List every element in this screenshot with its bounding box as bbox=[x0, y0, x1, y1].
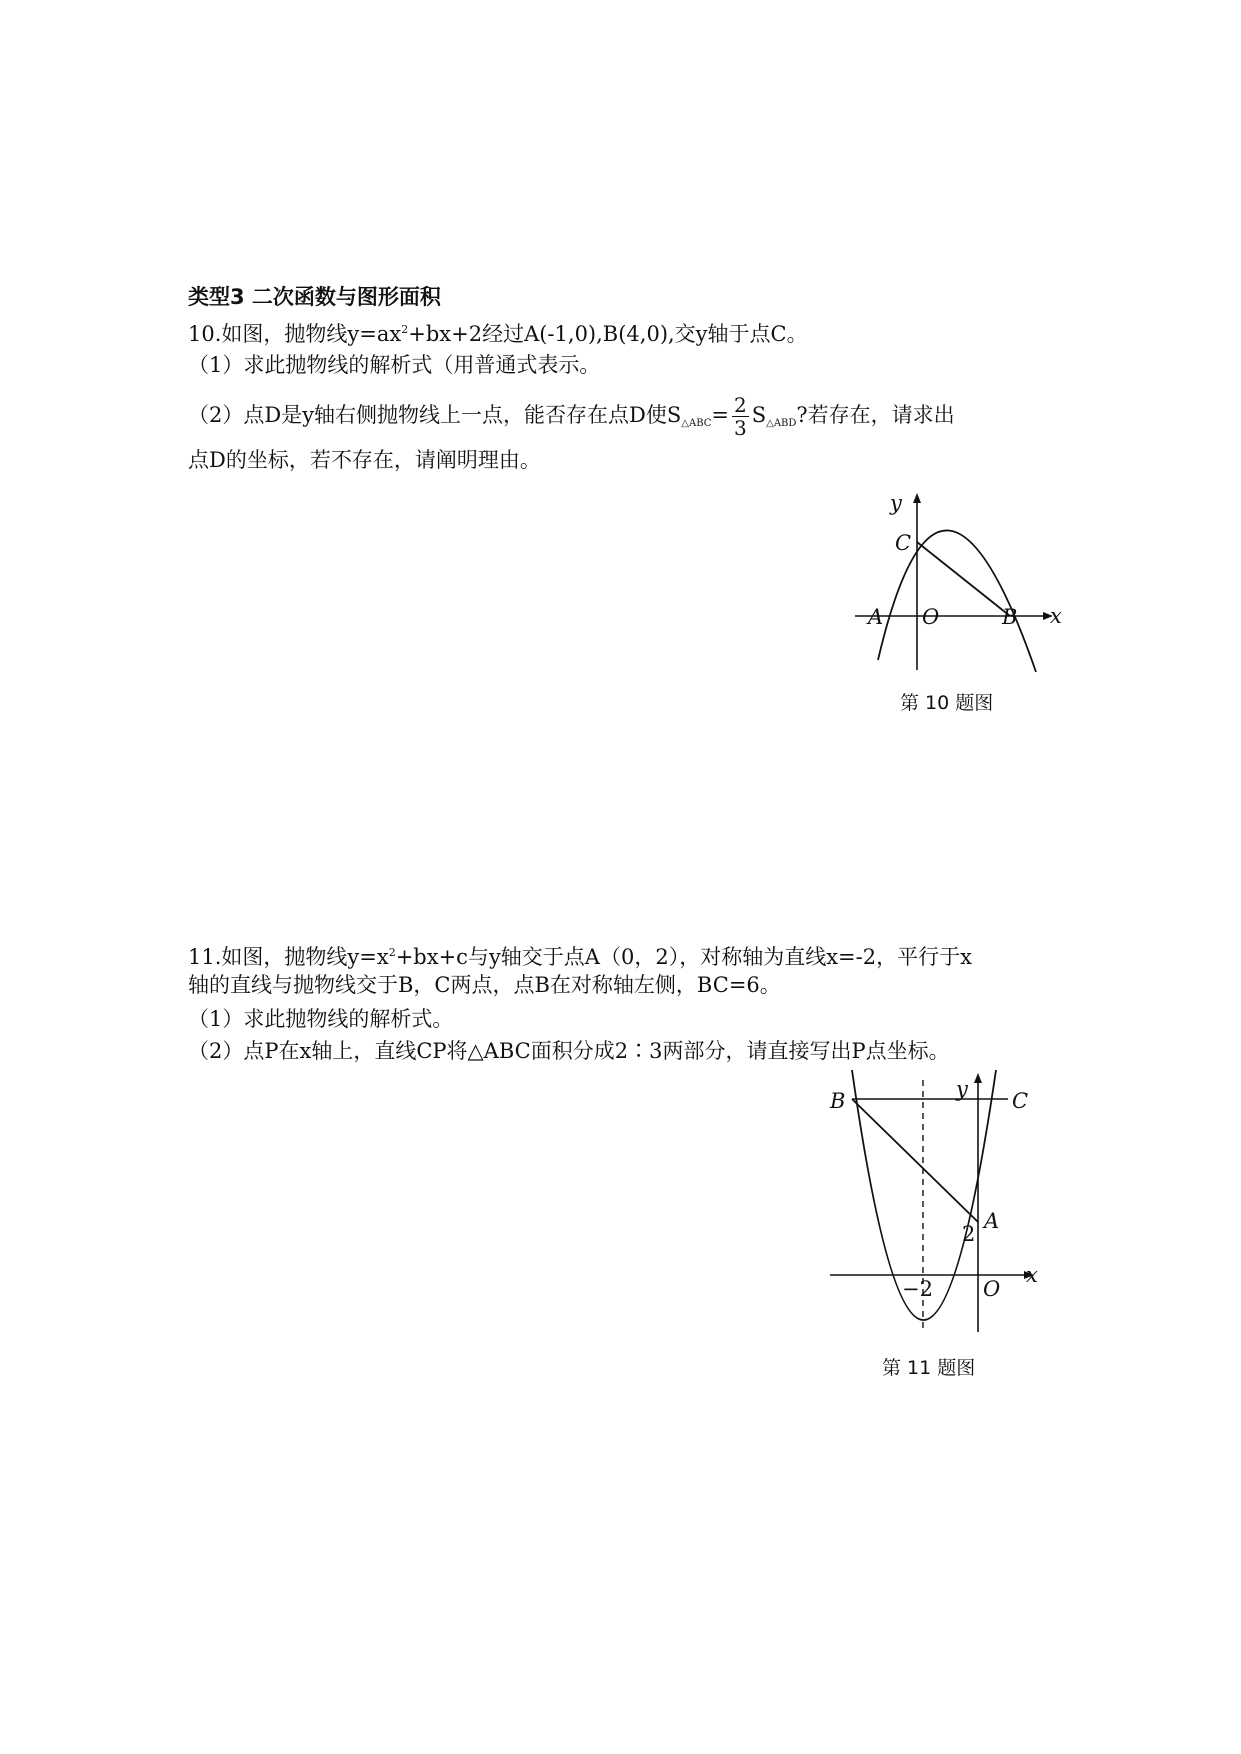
q10-figure bbox=[850, 490, 1062, 714]
section-title: 类型3 二次函数与图形面积 bbox=[188, 285, 441, 309]
q11-label-y: y bbox=[956, 1077, 968, 1101]
q11-line1-a: 11.如图，抛物线y=x bbox=[188, 945, 389, 969]
q11-label-x: x bbox=[1026, 1263, 1038, 1287]
q10-frac-den: 3 bbox=[734, 416, 747, 440]
q10-intro-b: +bx+2经过A(-1,0),B(4,0),交y轴于点C。 bbox=[408, 322, 808, 346]
q11-figure-caption: 第 11 题图 bbox=[882, 1357, 976, 1379]
q11-line1 bbox=[188, 938, 972, 972]
q11-exponent: 2 bbox=[388, 946, 396, 959]
q11-graph bbox=[830, 1070, 1045, 1340]
q11-part1: （1）求此抛物线的解析式。 bbox=[188, 1007, 454, 1031]
q11-label-b: B bbox=[830, 1089, 846, 1113]
q10-part2-b: ?若存在，请求出 bbox=[796, 403, 955, 427]
q11-line1-b: +bx+c与y轴交于点A（0，2），对称轴为直线x=-2，平行于x bbox=[395, 945, 972, 969]
q10-part1: （1）求此抛物线的解析式（用普通式表示。 bbox=[188, 353, 601, 377]
q10-equals: = bbox=[711, 403, 730, 427]
q10-sub-abc: △ABC bbox=[681, 418, 712, 429]
q10-label-a: A bbox=[868, 605, 884, 629]
q11-label-o: O bbox=[983, 1277, 1001, 1301]
q11-label-neg-two: −2 bbox=[902, 1277, 933, 1301]
q10-label-b: B bbox=[1002, 605, 1018, 629]
q10-fraction bbox=[732, 394, 749, 439]
q10-label-c: C bbox=[895, 531, 912, 555]
q10-y-arrow-icon bbox=[913, 493, 921, 503]
q10-graph bbox=[850, 490, 1060, 680]
q11-part2: （2）点P在x轴上，直线CP将△ABC面积分成2∶3两部分，请直接写出P点坐标。 bbox=[188, 1039, 950, 1063]
q10-label-o: O bbox=[922, 605, 940, 629]
q10-figure-caption: 第 10 题图 bbox=[900, 692, 994, 714]
q10-sub-abd: △ABD bbox=[766, 418, 797, 429]
q10-intro bbox=[188, 315, 808, 349]
q11-label-c: C bbox=[1012, 1089, 1029, 1113]
q10-frac-num: 2 bbox=[734, 393, 747, 417]
q10-label-y: y bbox=[890, 491, 902, 515]
q11-line2: 轴的直线与抛物线交于B，C两点，点B在对称轴左侧，BC=6。 bbox=[188, 973, 781, 997]
q11-label-two: 2 bbox=[962, 1222, 976, 1246]
q10-part2 bbox=[188, 390, 955, 449]
q11-label-a: A bbox=[984, 1209, 1000, 1233]
q10-part2-a: （2）点D是y轴右侧抛物线上一点，能否存在点D使S bbox=[188, 403, 682, 427]
q10-exponent: 2 bbox=[401, 323, 409, 336]
q11-segment-ba bbox=[852, 1099, 978, 1222]
q11-figure bbox=[830, 1070, 1045, 1379]
q10-intro-a: 10.如图，抛物线y=ax bbox=[188, 322, 402, 346]
q10-s2: S bbox=[751, 403, 767, 427]
q11-y-arrow-icon bbox=[974, 1073, 982, 1083]
q10-part2-cont: 点D的坐标，若不存在，请阐明理由。 bbox=[188, 448, 541, 472]
q10-label-x: x bbox=[1050, 604, 1062, 628]
